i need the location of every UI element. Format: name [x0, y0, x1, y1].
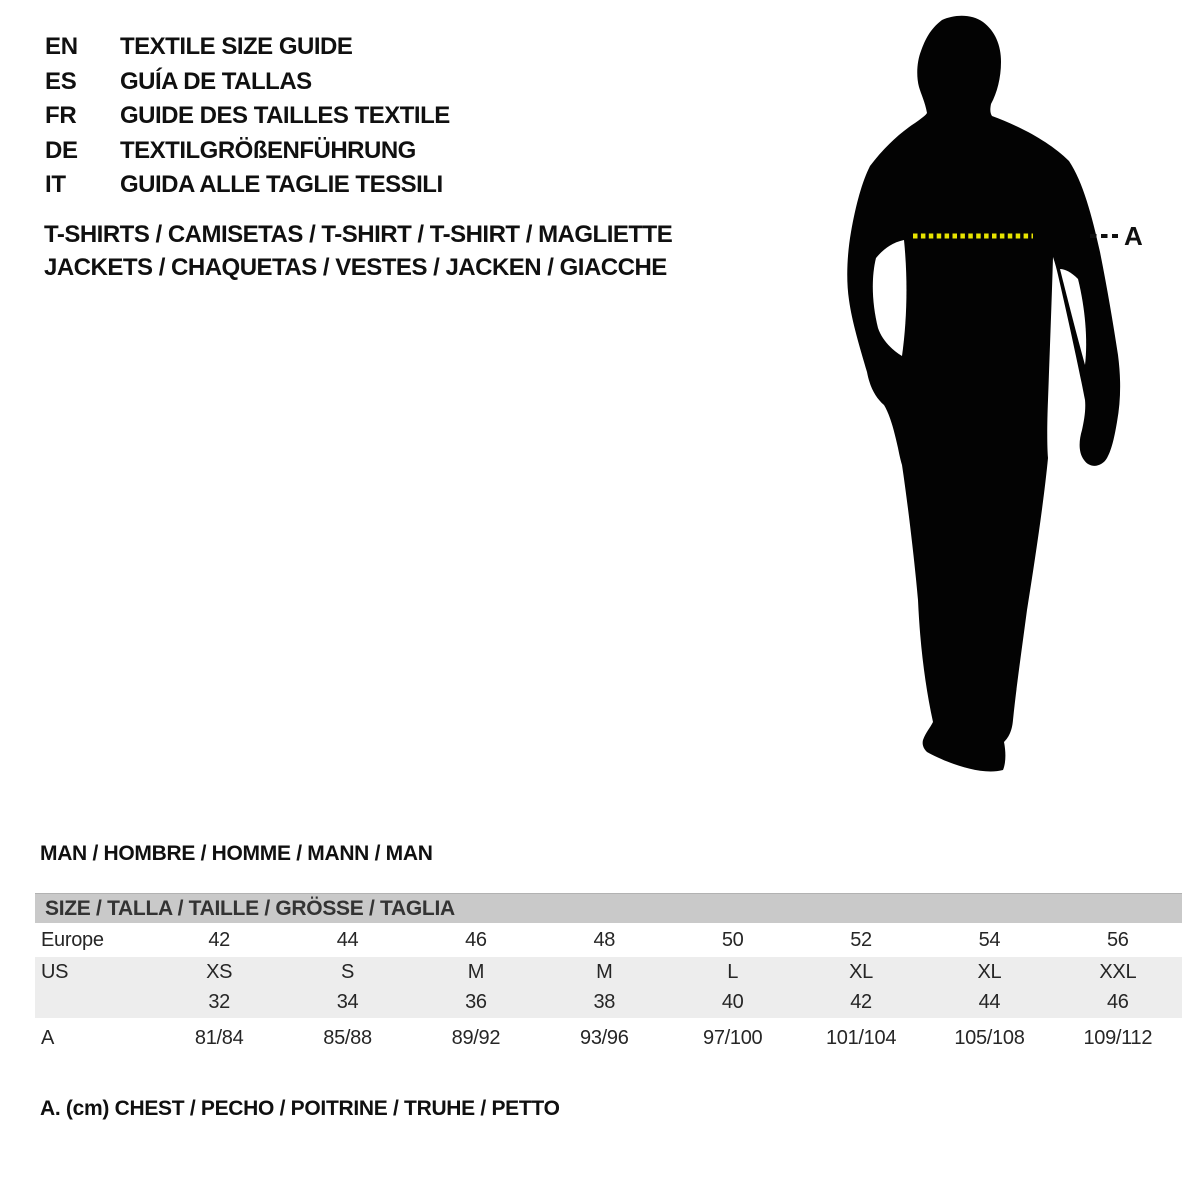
table-cell: 44 — [336, 928, 359, 951]
table-cell: 44 — [978, 991, 1001, 1014]
table-cell: 101/104 — [825, 1026, 897, 1049]
measure-label: A — [1124, 221, 1143, 251]
table-cell: M — [467, 960, 485, 983]
table-cell: 109/112 — [1083, 1026, 1153, 1049]
table-row-europe — [35, 923, 1182, 957]
table-cell: 97/100 — [703, 1026, 763, 1049]
language-code: ES — [45, 67, 77, 95]
table-cell: XL — [849, 960, 873, 983]
table-cell: 89/92 — [451, 1026, 501, 1049]
garment-categories — [44, 218, 672, 284]
table-cell: 48 — [593, 928, 616, 951]
language-code: DE — [45, 136, 78, 164]
table-cell: 46 — [1106, 991, 1129, 1014]
language-title: GUIDE DES TAILLES TEXTILE — [120, 102, 450, 130]
table-cell: 52 — [850, 928, 872, 951]
table-cell: 42 — [850, 991, 872, 1014]
language-title-list — [45, 30, 765, 203]
language-row — [45, 134, 765, 169]
table-cell: 93/96 — [580, 1026, 629, 1049]
language-row — [45, 99, 765, 134]
category-jackets: JACKETS / CHAQUETAS / VESTES / JACKEN / GIACCHE — [44, 254, 667, 281]
table-cell: M — [596, 960, 613, 983]
language-code: EN — [45, 33, 78, 61]
language-title: GUÍA DE TALLAS — [120, 67, 312, 95]
language-title: TEXTILGRÖßENFÜHRUNG — [120, 136, 416, 164]
table-cell: S — [341, 960, 355, 983]
table-cell: 54 — [978, 928, 1001, 951]
table-row-chest — [35, 1018, 1182, 1058]
language-row — [45, 168, 765, 203]
table-cell: 36 — [465, 991, 487, 1014]
table-band — [35, 957, 1182, 1018]
language-code: FR — [45, 102, 77, 130]
table-cell: XS — [206, 960, 233, 983]
language-title: GUIDA ALLE TAGLIE TESSILI — [120, 171, 443, 199]
language-title: TEXTILE SIZE GUIDE — [120, 33, 353, 61]
table-cell: 42 — [208, 928, 231, 951]
table-cell: 50 — [721, 928, 744, 951]
row-label: US — [41, 960, 69, 983]
measure-footnote: A. (cm) CHEST / PECHO / POITRINE / TRUHE / PETTO — [40, 1097, 560, 1120]
table-row-numeric — [35, 988, 1182, 1019]
table-cell: L — [727, 960, 739, 983]
table-cell: 81/84 — [194, 1026, 244, 1049]
row-label: A — [41, 1026, 55, 1049]
table-cell: 85/88 — [323, 1026, 372, 1049]
table-cell: 105/108 — [954, 1026, 1025, 1049]
row-label: Europe — [41, 928, 104, 951]
table-cell: XXL — [1099, 960, 1137, 983]
language-row — [45, 30, 765, 65]
table-cell: 32 — [208, 991, 231, 1014]
table-cell: 56 — [1106, 928, 1129, 951]
table-cell: 46 — [465, 928, 487, 951]
man-silhouette-figure — [820, 0, 1180, 800]
category-tshirts: T-SHIRTS / CAMISETAS / T-SHIRT / T-SHIRT / MAGLIETTE — [44, 221, 673, 248]
size-table — [35, 893, 1182, 1058]
language-code: IT — [45, 171, 66, 199]
table-row-us — [35, 957, 1182, 988]
table-cell: 34 — [336, 991, 359, 1014]
section-title-man: MAN / HOMBRE / HOMME / MANN / MAN — [40, 842, 433, 865]
table-cell: 40 — [721, 991, 744, 1014]
table-cell: 38 — [593, 991, 616, 1014]
size-table-header: SIZE / TALLA / TAILLE / GRÖSSE / TAGLIA — [35, 893, 1182, 923]
language-row — [45, 65, 765, 100]
table-cell: XL — [977, 960, 1002, 983]
man-silhouette-icon — [847, 16, 1120, 772]
